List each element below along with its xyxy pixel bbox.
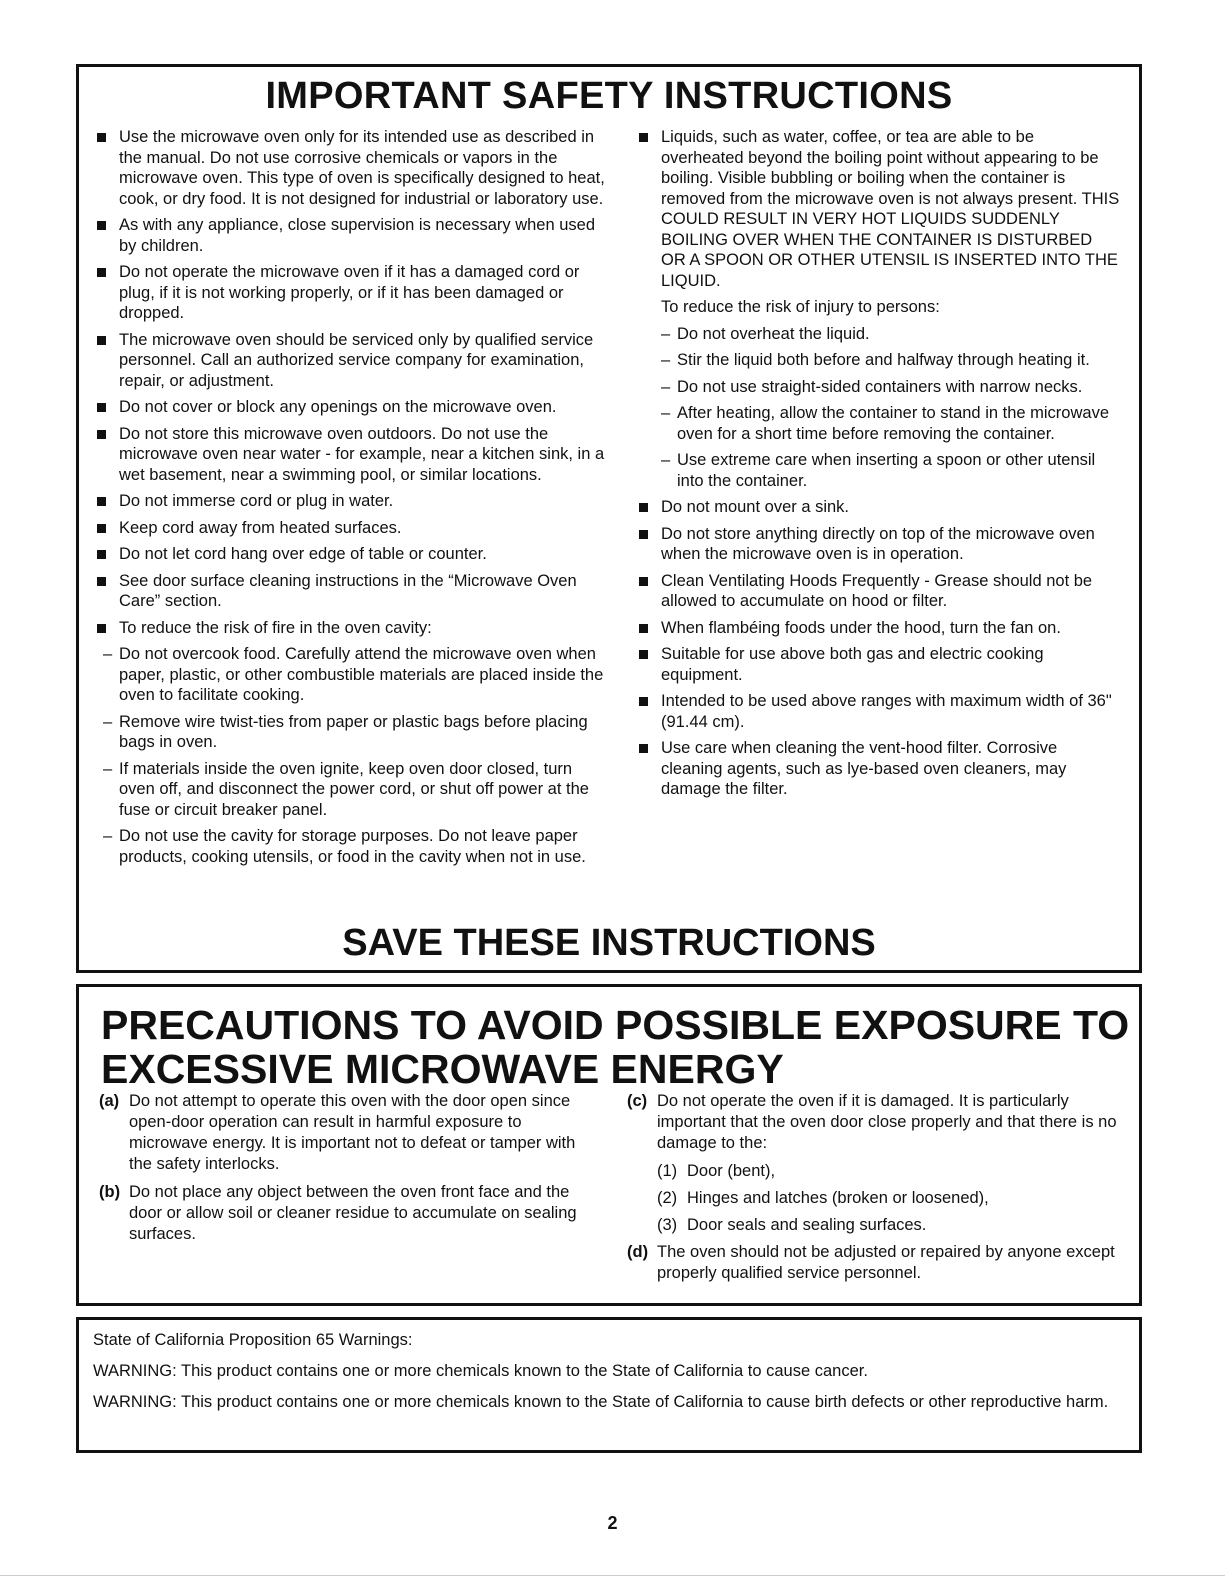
list-item: (2) Hinges and latches (broken or loosened), [657,1189,989,1207]
list-item: Do not let cord hang over edge of table or counter. [95,544,611,565]
list-item: Suitable for use above both gas and electric cooking equipment. [637,644,1121,685]
list-item: Keep cord away from heated surfaces. [95,518,611,539]
bullet-square-icon [639,744,648,753]
page-bottom-rule [0,1575,1225,1576]
bullet-square-icon [97,403,106,412]
list-item: Do not store this microwave oven outdoors. Do not use the microwave oven near water - for example, near a kitchen sink, in a wet basement, near a swimming pool, or similar locations. [95,424,611,486]
dash-item: – Do not use straight-sided containers with narrow necks. [661,377,1083,396]
item-label: (d) [627,1243,649,1261]
safety-right-column [637,127,1121,806]
bullet-square-icon [97,221,106,230]
dash-glyph: – [661,377,671,396]
dash-item: – Stir the liquid both before and halfway through heating it. [661,351,1090,369]
damage-list [627,1161,1127,1236]
bullet-square-icon [97,577,106,586]
prop65-warning-birth-defects: WARNING: This product contains one or more chemicals known to the State of California to cause birth defects or other reproductive harm. [93,1393,1109,1411]
bullet-square-icon [639,650,648,659]
bullet-square-icon [97,268,106,277]
dash-item: – Do not overheat the liquid. [661,324,870,343]
safety-left-column [95,127,611,873]
bullet-square-icon [97,336,106,345]
list-item: Do not immerse cord or plug in water. [95,491,611,512]
precautions-box [76,984,1142,1306]
item-label: (b) [99,1183,121,1201]
dash-glyph: – [103,827,113,845]
precautions-title: PRECAUTIONS TO AVOID POSSIBLE EXPOSURE TO EXCESSIVE MICROWAVE ENERGY [101,1002,1130,1092]
precaution-d: (d) The oven should not be adjusted or repaired by anyone except properly qualified service personnel. [627,1243,1115,1282]
prop65-box [76,1317,1142,1453]
dash-glyph: – [103,645,113,663]
bullet-square-icon [97,624,106,633]
item-label: (a) [99,1092,120,1110]
bullet-square-icon [639,577,648,586]
list-item: (1) Door (bent), [657,1162,776,1180]
list-item: Use care when cleaning the vent-hood filter. Corrosive cleaning agents, such as lye-based oven cleaners, may damage the filter. [637,738,1121,800]
list-item: Do not operate the microwave oven if it has a damaged cord or plug, if it is not working properly, or if it has been damaged or dropped. [95,262,611,324]
bullet-square-icon [639,503,648,512]
precaution-a: (a) Do not attempt to operate this oven with the door open since open-door operation can result in harmful exposure to microwave energy. It is important not to defeat or tamper with the safety interlocks. [99,1092,576,1173]
list-item: Liquids, such as water, coffee, or tea are able to be overheated beyond the boiling point without appearing to be boiling. Visible bubbling or boiling when the container is removed from the microwave oven is not always present. THIS COULD RESULT IN VERY HOT LIQUIDS SUDDENLY BOILING OVER WHEN THE CONTAINER IS DISTURBED OR A SPOON OR OTHER UTENSIL IS INSERTED INTO THE LIQUID. To reduce the risk of injury to persons: – Do not overheat the liquid. – Stir the liquid both before and halfway through heating it. – Do not use straight-sided containers with narrow necks. – After heating, allow the container to stand in the microwave oven for a short time before removing the container. – Use extreme care when inserting a spoon or other utensil into the container. [637,127,1121,491]
dash-item: – After heating, allow the container to stand in the microwave oven for a short time before removing the container. [661,404,1109,443]
list-item: When flambéing foods under the hood, turn the fan on. [637,618,1121,639]
dash-item: – Do not overcook food. Carefully attend the microwave oven when paper, plastic, or other combustible materials are placed inside the oven to facilitate cooking. [103,645,604,704]
dash-glyph: – [103,712,113,731]
safety-instructions-box [76,64,1142,973]
prop65-warning-cancer: WARNING: This product contains one or more chemicals known to the State of California to cause cancer. [93,1362,868,1380]
bullet-square-icon [97,497,106,506]
precaution-c: (c) Do not operate the oven if it is damaged. It is particularly important that the oven door close properly and that there is no damage to the: [627,1092,1117,1152]
dash-glyph: – [103,759,113,778]
list-item: To reduce the risk of fire in the oven cavity: – Do not overcook food. Carefully attend the microwave oven when paper, plastic, or other combustible materials are placed inside the oven to facilitate cooking. – Remove wire twist-ties from paper or plastic bags before placing bags in oven. – If materials inside the oven ignite, keep oven door closed, turn oven off, and disconnect the power cord, or shut off power at the fuse or circuit breaker panel. – Do not use the cavity for storage purposes. Do not leave paper products, cooking utensils, or food in the cavity when not in use. [95,618,611,868]
list-item: Do not mount over a sink. [637,497,1121,518]
prop65-heading: State of California Proposition 65 Warnings: [93,1331,413,1349]
dash-item: – Remove wire twist-ties from paper or plastic bags before placing bags in oven. [103,712,588,751]
list-item: Do not store anything directly on top of the microwave oven when the microwave oven is in operation. [637,524,1121,565]
precautions-left-column [99,1091,599,1252]
list-item: As with any appliance, close supervision is necessary when used by children. [95,215,611,256]
bullet-square-icon [639,697,648,706]
list-item: Intended to be used above ranges with maximum width of 36" (91.44 cm). [637,691,1121,732]
list-item: See door surface cleaning instructions in the “Microwave Oven Care” section. [95,571,611,612]
dash-glyph: – [661,351,671,369]
page-number: 2 [607,1513,618,1533]
list-item: (3) Door seals and sealing surfaces. [657,1216,927,1234]
precaution-b: (b) Do not place any object between the oven front face and the door or allow soil or cleaner residue to accumulate on sealing surfaces. [99,1183,577,1243]
precautions-right-column [627,1091,1127,1291]
dash-glyph: – [661,451,671,469]
dash-item: – If materials inside the oven ignite, keep oven door closed, turn oven off, and disconnect the power cord, or shut off power at the fuse or circuit breaker panel. [103,759,589,819]
dash-item: – Do not use the cavity for storage purposes. Do not leave paper products, cooking utensils, or food in the cavity when not in use. [103,827,586,866]
bullet-square-icon [97,550,106,559]
list-item: The microwave oven should be serviced only by qualified service personnel. Call an authorized service company for examination, repair, or adjustment. [95,330,611,392]
bullet-square-icon [97,524,106,533]
dash-glyph: – [661,324,671,343]
list-item: Clean Ventilating Hoods Frequently - Grease should not be allowed to accumulate on hood or filter. [637,571,1121,612]
bullet-square-icon [97,133,106,142]
list-item: Use the microwave oven only for its intended use as described in the manual. Do not use corrosive chemicals or vapors in the microwave oven. This type of oven is specifically designed to heat, cook, or dry food. It is not designed for industrial or laboratory use. [95,127,611,209]
dash-item: – Use extreme care when inserting a spoon or other utensil into the container. [661,451,1096,490]
bullet-square-icon [639,133,648,142]
list-item: Do not cover or block any openings on the microwave oven. [95,397,611,418]
bullet-square-icon [639,624,648,633]
item-label: (c) [627,1092,648,1110]
sub-intro: To reduce the risk of injury to persons: [661,298,940,316]
bullet-square-icon [97,430,106,439]
dash-glyph: – [661,404,671,422]
save-instructions-heading: SAVE THESE INSTRUCTIONS [342,922,876,964]
bullet-square-icon [639,530,648,539]
safety-title: IMPORTANT SAFETY INSTRUCTIONS [265,75,953,117]
